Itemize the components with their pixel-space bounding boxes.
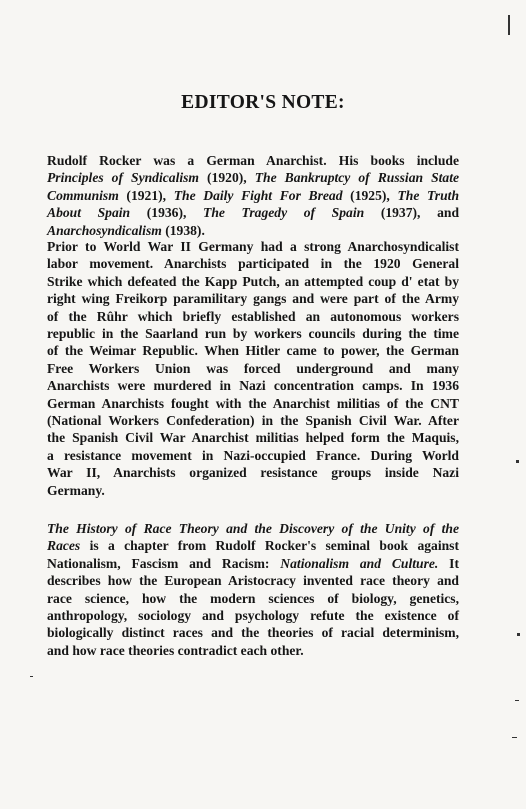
text-line: republic in the Saarland run by workers councils during the time [47, 326, 459, 342]
text-line: Germany. [47, 482, 105, 498]
text-line: a resistance movement in Nazi-occupied France. During World [47, 447, 459, 463]
text-line: the Spanish Civil War Anarchist militias helped form the Maquis, [47, 430, 459, 446]
text-line [47, 624, 459, 641]
italic-title-segment: Nationalism and Culture. [280, 555, 439, 571]
paragraph-chapter-summary [47, 520, 459, 659]
text-line [47, 222, 459, 239]
text-line: of the Rûhr which briefly established an autonomous workers [47, 308, 459, 324]
text-line: right wing Freikorp paramilitary gangs and were part of the Army [47, 291, 459, 307]
text-line [47, 572, 459, 589]
italic-title-segment: Communism [47, 187, 119, 203]
text-line [47, 152, 459, 169]
text-line: Prior to World War II Germany had a strong Anarchosyndicalist [47, 239, 459, 254]
text-segment: (1937), and [364, 205, 460, 221]
scan-speck [516, 460, 519, 463]
italic-title-segment: The Truth [397, 187, 459, 203]
text-segment: Rudolf Rocker was a German Anarchist. His books include [47, 153, 459, 168]
scan-speck [30, 676, 33, 677]
italic-title-segment: About Spain [47, 205, 131, 221]
text-segment: (1921), [118, 187, 174, 203]
text-segment: (1938). [161, 222, 205, 238]
italic-title-segment: Anarchosyndicalism [47, 222, 162, 238]
text-line [47, 555, 459, 572]
italic-title-segment: The Tragedy of Spain [203, 205, 365, 221]
text-line: German Anarchists fought with the Anarchist militias of the CNT [47, 395, 459, 411]
text-line: War II, Anarchists organized resistance groups inside Nazi [47, 465, 459, 481]
text-segment: Nationalism, Fascism and Racism: [47, 555, 281, 571]
text-line [47, 187, 459, 204]
italic-title-segment: Races [47, 538, 81, 554]
text-segment: (1925), [342, 187, 398, 203]
text-segment: is a chapter from Rudolf Rocker's seminal book against [80, 538, 459, 554]
text-segment: It [438, 555, 460, 571]
italic-title-segment: The Daily Fight For Bread [173, 187, 343, 203]
text-segment: (1920), [199, 170, 255, 186]
text-line [47, 204, 459, 221]
text-line [47, 537, 459, 554]
text-line: (National Workers Confederation) in the Spanish Civil War. After [47, 413, 459, 429]
text-line [47, 169, 459, 186]
scan-speck [517, 633, 520, 636]
text-line: Free Workers Union was forced underground and many [47, 360, 459, 376]
text-line: labor movement. Anarchists participated in the 1920 General [47, 256, 459, 272]
italic-title-segment: The History of Race Theory and the Discovery of the Unity of the [47, 521, 459, 536]
scan-speck [508, 15, 510, 35]
text-segment: describes how the European Aristocracy invented race theory and [47, 573, 459, 589]
paragraph-german-history [47, 238, 459, 499]
text-line: of the Weimar Republic. When Hitler came to power, the German [47, 343, 459, 359]
text-segment: biologically distinct races and the theories of racial determinism, [47, 625, 459, 641]
scan-speck [512, 737, 517, 738]
italic-title-segment: The Bankruptcy of Russian State [254, 170, 460, 186]
paragraph-author-intro [47, 152, 459, 239]
text-segment: race science, how the modern sciences of biology, genetics, [47, 590, 459, 606]
text-segment: anthropology, sociology and psychology refute the existence of [47, 608, 459, 624]
italic-title-segment: Principles of Syndicalism [47, 170, 199, 186]
scan-speck [515, 700, 519, 701]
text-line [47, 607, 459, 624]
text-line [47, 642, 459, 659]
page-title: EDITOR'S NOTE: [181, 92, 345, 113]
text-segment: (1936), [130, 205, 204, 221]
text-line [47, 590, 459, 607]
text-segment: and how race theories contradict each other. [47, 642, 304, 658]
text-line: Anarchists were murdered in Nazi concentration camps. In 1936 [47, 378, 459, 394]
text-line [47, 520, 459, 537]
text-line: Strike which defeated the Kapp Putch, an attempted coup d' etat by [47, 273, 459, 289]
